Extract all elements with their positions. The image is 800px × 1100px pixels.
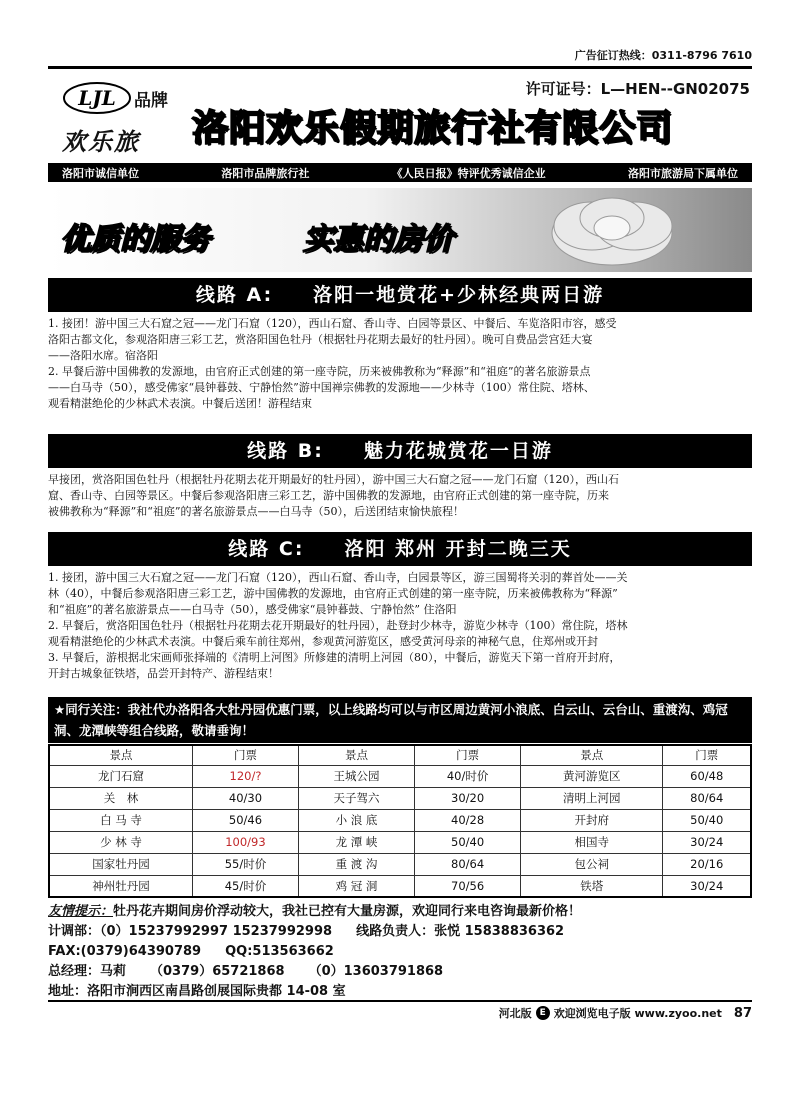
page-number: 87	[733, 1005, 752, 1021]
route-b-description	[48, 472, 752, 520]
attraction-name: 开封府	[521, 809, 663, 831]
attraction-name: 龙门石窟	[49, 765, 193, 787]
attraction-name: 白 马 寺	[49, 809, 193, 831]
route-line: 被佛教称为“释源”和“祖庭”的著名旅游景点——白马寺（50），后送团结束愉快旅程！	[48, 505, 464, 518]
route-b-header	[48, 434, 752, 468]
booking-row	[48, 922, 752, 942]
ticket-price: 70/56	[415, 875, 521, 897]
route-code: 线路 A:	[195, 284, 274, 306]
ticket-price: 80/64	[663, 787, 751, 809]
column-header: 门票	[663, 745, 751, 765]
route-code: 线路 C:	[228, 538, 305, 560]
credential-item: 洛阳市品牌旅行社	[221, 166, 310, 180]
ticket-price: 100/93	[193, 831, 299, 853]
route-title: 洛阳一地赏花+少林经典两日游	[313, 284, 605, 306]
route-line: 观看精湛绝伦的少林武术表演。中餐后乘车前往郑州，参观黄河游览区，感受黄河母亲的神秘气息，住郑州或开封	[48, 635, 598, 648]
route-c-description	[48, 570, 752, 682]
table-row	[49, 809, 751, 831]
ad-hotline: 广告征订热线：0311-8796 7610	[574, 49, 752, 62]
attraction-name: 少 林 寺	[49, 831, 193, 853]
contact-block	[48, 902, 752, 1002]
attraction-name: 清明上河园	[521, 787, 663, 809]
qq-number: QQ:513563662	[225, 944, 334, 959]
tip-label: 友情提示：	[48, 904, 114, 919]
route-line: 2. 早餐后游中国佛教的发源地，由官府正式创建的第一座寺院，历来被佛教称为“释源”和“祖庭”的著名旅游景点	[48, 365, 591, 378]
attraction-name: 重 渡 沟	[298, 853, 414, 875]
slogan-banner	[48, 188, 752, 272]
route-line: 窟、香山寺、白园等景区。中餐后参观洛阳唐三彩工艺，游中国佛教的发源地，由官府正式创建的第一座寺院，历来	[48, 489, 609, 502]
bottom-rule	[48, 1000, 752, 1002]
route-line: ——洛阳水席。宿洛阳	[48, 349, 158, 362]
edition-label: 河北版	[498, 1007, 532, 1020]
address-row: 地址：洛阳市涧西区南昌路创展国际贵都 14-08 室	[48, 984, 346, 999]
gm-phone-landline: （0379）65721868	[150, 964, 285, 979]
ticket-price: 80/64	[415, 853, 521, 875]
credential-item: 洛阳市旅游局下属单位	[627, 166, 738, 180]
ticket-price: 20/16	[663, 853, 751, 875]
ticket-price: 30/24	[663, 831, 751, 853]
route-line: 1. 接团！游中国三大石窟之冠——龙门石窟（120），西山石窟、香山寺、白园等景区、中餐后、车览洛阳市容，感受	[48, 317, 617, 330]
ticket-price: 30/20	[415, 787, 521, 809]
route-a-description	[48, 316, 752, 412]
attraction-name: 鸡 冠 洞	[298, 875, 414, 897]
friendly-tip	[48, 902, 752, 922]
route-line: 2. 早餐后，赏洛阳国色牡丹（根据牡丹花期去花开期最好的牡丹园），赴登封少林寺，游览少林寺（100）常住院，塔林	[48, 619, 628, 632]
company-name: 洛阳欢乐假期旅行社有限公司	[192, 108, 674, 149]
license-number: 许可证号：L—HEN--GN02075	[525, 80, 750, 98]
fax-row	[48, 942, 752, 962]
credential-item: 洛阳市诚信单位	[62, 166, 139, 180]
column-header: 门票	[415, 745, 521, 765]
route-title: 洛阳 郑州 开封二晚三天	[344, 538, 572, 560]
route-manager: 线路负责人：张悦 15838836362	[356, 924, 565, 939]
ticket-price: 30/24	[663, 875, 751, 897]
ticket-price: 50/40	[663, 809, 751, 831]
brand-logo	[62, 76, 192, 160]
attraction-name: 铁塔	[521, 875, 663, 897]
route-c-header	[48, 532, 752, 566]
ticket-price: 55/时价	[193, 853, 299, 875]
route-title: 魅力花城赏花一日游	[363, 440, 553, 462]
ticket-price: 40/28	[415, 809, 521, 831]
ticket-price: 120/?	[193, 765, 299, 787]
attraction-name: 龙 潭 峡	[298, 831, 414, 853]
column-header: 景点	[49, 745, 193, 765]
route-line: 和“祖庭”的著名旅游景点——白马寺（50），感受佛家“晨钟暮鼓、宁静怡然” 住洛阳	[48, 603, 457, 616]
top-rule	[48, 66, 752, 69]
attraction-name: 包公祠	[521, 853, 663, 875]
logo-mark-text: LJL	[78, 86, 116, 110]
attraction-name: 相国寺	[521, 831, 663, 853]
logo-mark-icon	[62, 78, 132, 118]
column-header: 景点	[521, 745, 663, 765]
slogan-service: 优质的服务	[60, 222, 210, 257]
ticket-price: 40/30	[193, 787, 299, 809]
fax-number: FAX:(0379)64390789	[48, 944, 202, 959]
table-row	[49, 831, 751, 853]
peony-flower-icon	[512, 188, 712, 272]
gm-row	[48, 962, 752, 982]
credentials-bar	[48, 163, 752, 182]
general-manager: 总经理：马莉	[48, 964, 127, 979]
attraction-name: 小 浪 底	[298, 809, 414, 831]
slogan-price: 实惠的房价	[303, 222, 453, 257]
ticket-price: 50/40	[415, 831, 521, 853]
table-row	[49, 787, 751, 809]
route-a-header	[48, 278, 752, 312]
credential-item: 《人民日报》特评优秀诚信企业	[391, 166, 546, 180]
column-header: 景点	[298, 745, 414, 765]
table-row	[49, 875, 751, 897]
table-header-row	[49, 745, 751, 765]
gm-phone-mobile: （0）13603791868	[308, 964, 444, 979]
ticket-price: 60/48	[663, 765, 751, 787]
attraction-name: 关 林	[49, 787, 193, 809]
booking-phones: 计调部：（0）15237992997 15237992998	[48, 924, 333, 939]
table-row	[49, 765, 751, 787]
attraction-name: 国家牡丹园	[49, 853, 193, 875]
route-line: 3. 早餐后，游根据北宋画师张择端的《清明上河图》所修建的清明上河园（80），中餐后，游览天下第一首府开封府，	[48, 651, 621, 664]
trade-notice: ★同行关注：我社代办洛阳各大牡丹园优惠门票，以上线路均可以与市区周边黄河小浪底、白云山、云台山、重渡沟、鸡冠洞、龙潭峡等组合线路，敬请垂询！	[48, 697, 752, 743]
attraction-name: 王城公园	[298, 765, 414, 787]
page-footer	[499, 1005, 752, 1021]
route-line: 1. 接团，游中国三大石窟之冠——龙门石窟（120），西山石窟、香山寺，白园景等区，游三国蜀将关羽的葬首处——关	[48, 571, 628, 584]
route-line: 林（40），中餐后参观洛阳唐三彩工艺，游中国佛教的发源地，由官府正式创建的第一座寺院，历来被佛教称为“释源”	[48, 587, 618, 600]
attraction-name: 神州牡丹园	[49, 875, 193, 897]
route-line: ——白马寺（50），感受佛家“晨钟暮鼓、宁静怡然”游中国禅宗佛教的发源地——少林寺（100）常住院、塔林、	[48, 381, 595, 394]
route-code: 线路 B:	[247, 440, 324, 462]
logo-name-text: 欢乐旅	[62, 127, 140, 156]
tip-text: 牡丹花卉期间房价浮动较大，我社已控有大量房源，欢迎同行来电咨询最新价格！	[113, 904, 582, 919]
route-line: 洛阳古都文化，参观洛阳唐三彩工艺，赏洛阳国色牡丹（根据牡丹花期去最好的牡丹园）。晚可自费品尝宫廷大宴	[48, 333, 593, 346]
table-row	[49, 853, 751, 875]
route-line: 开封古城象征铁塔，品尝开封特产、游程结束！	[48, 667, 279, 680]
attraction-name: 黄河游览区	[521, 765, 663, 787]
attraction-name: 天子驾六	[298, 787, 414, 809]
e-badge-icon: E	[536, 1006, 550, 1020]
route-line: 早接团，赏洛阳国色牡丹（根据牡丹花期去花开期最好的牡丹园），游中国三大石窟之冠——龙门石窟（120），西山石	[48, 473, 619, 486]
column-header: 门票	[193, 745, 299, 765]
footer-tagline: 欢迎浏览电子版 www.zyoo.net	[553, 1007, 722, 1020]
ticket-price: 45/时价	[193, 875, 299, 897]
logo-brand-text: 品牌	[134, 91, 168, 111]
ticket-price: 40/时价	[415, 765, 521, 787]
ticket-price: 50/46	[193, 809, 299, 831]
ticket-price-table	[48, 744, 752, 898]
route-line: 观看精湛绝伦的少林武术表演。中餐后送团！游程结束	[48, 397, 312, 410]
